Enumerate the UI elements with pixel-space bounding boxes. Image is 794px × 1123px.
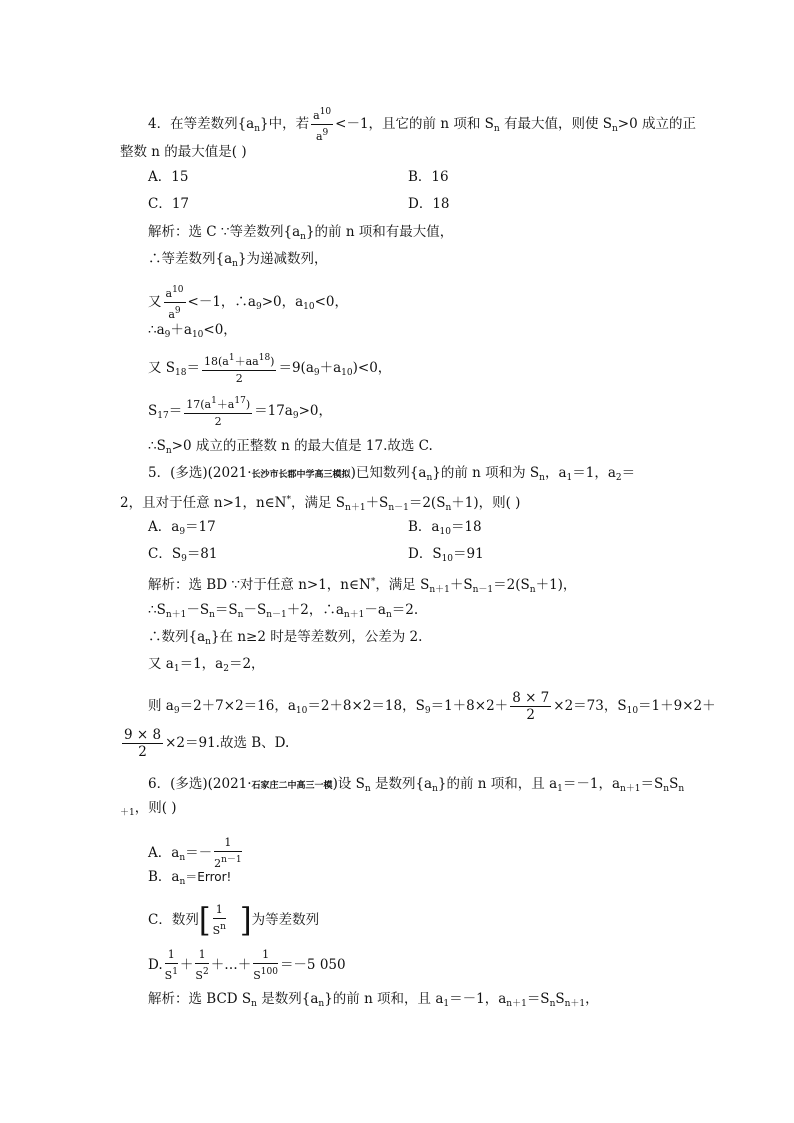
q4-solution-line3 [148, 282, 348, 323]
q6-sol-text: 是数列{a [256, 991, 319, 1007]
q5-sup: * [286, 495, 291, 505]
q6-text: S [669, 776, 679, 792]
q5-text: }的前 n 项和为 S [432, 465, 540, 481]
q5-sol-text: ＝2＋7×2＝16，a [179, 698, 296, 714]
q4-text: }中，若 [260, 116, 310, 132]
q4-frac-den: a [315, 130, 323, 143]
q4-sub: 10 [191, 330, 204, 340]
q4-frac-num-sup: 10 [172, 285, 184, 295]
q5-sub: n－1 [388, 503, 409, 513]
q5-opt-text: ＝18 [450, 519, 482, 535]
q5-stem-line1 [148, 464, 635, 487]
q5-text: 5．(多选)(2021· [148, 465, 252, 481]
q4-sub: n [232, 259, 238, 269]
q4-option-c: C．17 [148, 196, 190, 212]
q6-source: 石家庄二中高三一模 [251, 781, 333, 791]
q4-option-d: D．18 [408, 196, 450, 212]
q5-source: 长沙市长郡中学高三模拟 [251, 470, 351, 480]
q6-opt-text: ＋…＋ [210, 957, 252, 973]
right-brace-icon: ] [239, 900, 252, 940]
q6-fraction: $\frac{1}{S^{100}}$ [253, 948, 278, 982]
q4-frac-num: ＋a [216, 398, 235, 411]
q6-text: 是数列{a [370, 776, 433, 792]
q6-option-b [148, 868, 231, 891]
q5-sub: 10 [295, 706, 308, 716]
q5-sub: n [205, 637, 211, 647]
q5-sub: 10 [441, 554, 454, 564]
q4-fraction: $\frac{18(a^1+aa^{18})}{2}$ [202, 350, 276, 387]
q4-sub: n [493, 124, 500, 134]
q4-frac-num: 17(a [186, 398, 212, 411]
q6-sol-text: ， [585, 991, 599, 1007]
q5-sol-text: ＝2. [391, 602, 419, 618]
q4-sub: n [612, 124, 618, 134]
q5-sol-text: ＋S [449, 577, 473, 593]
q5-solution-line4 [148, 655, 265, 678]
q4-frac-den: a [168, 308, 175, 321]
q5-text: ，a [544, 465, 567, 481]
q5-sol-text: ＝2＋8×2＝18，S [307, 698, 425, 714]
q5-opt-text: ＝17 [185, 519, 216, 535]
q4-sol-text: }的前 n 项和有最大值， [305, 224, 454, 240]
q5-text: )已知数列{a [350, 465, 427, 481]
q5-sol-text: 则 a [148, 698, 174, 714]
q5-sub: 9 [173, 706, 180, 716]
q5-sub: 2 [223, 664, 229, 674]
q5-sol-text: 又 a [148, 656, 174, 672]
q4-sub: 9 [292, 411, 299, 421]
q6-sub: n [663, 784, 670, 794]
q5-text: ＝ [621, 465, 636, 481]
q4-sub: n [300, 232, 306, 242]
q4-text: >0 成立的正 [617, 116, 696, 132]
q4-sol-text: ＋a [319, 360, 342, 376]
q4-sol-text: ∴a [148, 322, 165, 338]
q6-sub: 1 [443, 999, 450, 1009]
q6-fraction [213, 902, 226, 939]
q4-fraction [311, 104, 333, 145]
q5-stem-line2 [120, 491, 520, 517]
q5-opt-text: A．a [148, 519, 180, 535]
q5-sub: 9 [424, 706, 431, 716]
q5-solution-line3 [148, 628, 422, 651]
q6-sub: n＋1 [506, 999, 527, 1009]
q4-sol-text: ＝17a [254, 403, 293, 419]
q5-text: ＝2(S [408, 495, 446, 511]
q5-sub: n [237, 610, 244, 620]
q4-sol-text: 又 S [148, 360, 176, 376]
q4-sol-text: ∴S [148, 438, 166, 454]
q5-sub: 9 [179, 527, 186, 537]
q6-text: ，则( ) [134, 800, 177, 816]
q5-option-a [148, 518, 216, 541]
q6-sub: n [364, 784, 371, 794]
q5-sol-text: ＝2(S [493, 577, 530, 593]
q5-sol-text: ，满足 S [375, 577, 430, 593]
q5-fraction [510, 690, 551, 723]
q4-sol-text: )<0， [352, 360, 392, 376]
q4-solution-line1 [148, 223, 453, 246]
q5-text: ＋S [365, 495, 389, 511]
q6-opt-text: C．数列 [148, 912, 199, 928]
q6-sol-text: }的前 n 项和，且 a [324, 991, 444, 1007]
q5-text: ＋1)，则( ) [451, 495, 521, 511]
q4-sol-text: }为递减数列， [237, 251, 328, 267]
q6-option-c [148, 902, 319, 939]
q4-frac-num: a [313, 109, 320, 122]
q4-fraction [164, 282, 186, 323]
q4-option-a: A．15 [148, 169, 189, 185]
q4-frac-num: 18(a [204, 355, 229, 368]
q6-sol-text: ＝－1，a [449, 991, 507, 1007]
q5-sub: n＋1 [429, 585, 450, 595]
q6-opt-text: ＝－5 050 [279, 957, 346, 973]
q5-sub: n [209, 610, 215, 620]
q6-sol-text: ＝S [526, 991, 550, 1007]
q4-text: 有最大值，则使 S [499, 116, 612, 132]
q5-sol-text: 解析：选 BD ∵对于任意 n>1，n∈N [148, 577, 371, 593]
q4-option-b: B．16 [408, 169, 449, 185]
q4-sol-text: 又 [148, 294, 162, 310]
q4-sub: 18 [175, 368, 187, 378]
q5-frac-den: 2 [138, 744, 147, 760]
q6-frac-den-sup: n－1 [221, 855, 242, 865]
q5-sub: n－1 [266, 610, 287, 620]
q6-opt-text: ＝Error! [185, 870, 232, 884]
q5-opt-text: C．S [148, 546, 182, 562]
q4-sol-text: 解析：选 C ∵等差数列{a [148, 224, 301, 240]
q5-sol-text: ＝1＋8×2＋ [430, 698, 509, 714]
q4-solution-line6: $S_{17}=$ $\frac{17(a^1+a^{17})}{2}$ $=17a_9>0$， [148, 393, 332, 430]
q4-sub: 10 [303, 302, 315, 312]
q4-sol-text: ＋a [170, 322, 192, 338]
q5-sol-text: }在 n≥2 时是等差数列，公差为 2. [210, 629, 423, 645]
q5-frac-num: 8 × 7 [512, 690, 550, 706]
q5-sup: * [370, 577, 376, 587]
q5-sol-text: ＝S [214, 602, 238, 618]
q5-sol-text: ＝1＋9×2＋ [638, 698, 716, 714]
q6-stem-line1 [148, 775, 684, 798]
q6-sub: n [318, 999, 325, 1009]
q4-sol-text: >0 成立的正整数 n 的最大值是 17.故选 C. [171, 438, 433, 454]
q5-sub: n [426, 473, 433, 483]
left-brace-icon: [ [198, 900, 211, 940]
q6-option-d: D. $\frac{1}{S^1}$ ＋ $\frac{1}{S^2}$ ＋…＋ $\frac{1}{S^{100}}$ ＝－5 050 [148, 948, 346, 982]
q5-frac-den: 2 [526, 707, 536, 723]
q6-sub: n＋1 [620, 784, 641, 794]
q4-frac-den: 2 [235, 372, 243, 385]
q6-sol-text: 解析：选 BCD S [148, 991, 252, 1007]
q6-opt-text: D. [148, 957, 163, 973]
q6-option-a [148, 835, 244, 872]
q5-sub: n＋1 [165, 610, 187, 620]
q5-sol-text: －S [243, 602, 267, 618]
q6-sub: 1 [557, 784, 563, 794]
q4-frac-den-sup: 9 [174, 306, 181, 316]
q4-frac-num: ＋a [234, 355, 253, 368]
q6-frac-den: S [212, 924, 221, 937]
q4-text: <－1，且它的前 n 项和 S [335, 116, 494, 132]
q4-frac-num-sup: 1 [228, 353, 235, 363]
q6-text: )设 S [332, 776, 365, 792]
q4-text: 4．在等差数列{a [148, 116, 255, 132]
q4-stem-line2: 整数 n 的最大值是( ) [120, 144, 247, 160]
q5-sol-text: ×2＝73，S [553, 698, 627, 714]
q5-text: ＝1，a [572, 465, 616, 481]
q4-solution-line2 [148, 250, 328, 273]
q5-opt-text: ＝91 [453, 546, 484, 562]
q5-solution-line5 [148, 690, 716, 723]
q5-solution-line1 [148, 573, 576, 599]
q4-frac-num: a [252, 355, 259, 368]
q5-sub: n－1 [472, 585, 494, 595]
q6-frac-den: 2 [214, 857, 222, 870]
q4-sub: n [254, 124, 261, 134]
q6-sub: n [678, 784, 685, 794]
q6-opt-text: B．a [148, 869, 180, 885]
q4-sol-text: ＝9(a [278, 360, 314, 376]
q5-option-b [408, 518, 482, 541]
q4-sol-text: <0， [314, 294, 349, 310]
q6-fraction: $\frac{1}{S^1}$ [164, 948, 178, 982]
q6-text: ＝－1，a [562, 776, 620, 792]
q5-opt-text: D．S [408, 546, 442, 562]
q4-sub: n [165, 446, 172, 456]
q5-sub: 10 [439, 527, 451, 537]
q6-fraction: $\frac{1}{S^2}$ [195, 948, 209, 982]
q5-sub: 1 [566, 473, 573, 483]
q6-text: ＝S [640, 776, 664, 792]
q5-sol-text: ∴数列{a [148, 629, 206, 645]
q5-sub: 10 [626, 706, 639, 716]
q4-sol-text: ∴等差数列{a [148, 251, 233, 267]
q5-sol-text: －S [186, 602, 210, 618]
q6-stem-line2 [120, 799, 177, 822]
q4-sol-text: >0，a [261, 294, 304, 310]
q4-sub: 9 [313, 368, 320, 378]
q5-sub: n [445, 503, 452, 513]
q5-solution-line2 [148, 601, 418, 624]
q5-option-c [148, 545, 218, 568]
q5-sub: n＋1 [343, 610, 365, 620]
q6-text: }的前 n 项和，且 a [437, 776, 558, 792]
q6-frac-num: 1 [214, 835, 242, 852]
q5-text: ，满足 S [290, 495, 346, 511]
q4-sol-text: <－1，∴a [187, 294, 256, 310]
q6-sub: n [179, 877, 186, 887]
q5-fraction [122, 727, 163, 760]
q4-sub: 9 [255, 302, 262, 312]
q4-solution-line5: 又 $S_{18}=$ $\frac{18(a^1+aa^{18})}{2}$ $=9(a_9+a_{10})<0$， [148, 350, 391, 387]
q5-opt-text: B．a [408, 519, 440, 535]
q6-solution-line1 [148, 990, 599, 1013]
q5-opt-text: ＝81 [186, 546, 218, 562]
q5-frac-num: 9 × 8 [124, 727, 162, 743]
q6-opt-text: ＝－ [185, 845, 213, 861]
q4-frac-num-sup: 10 [319, 107, 332, 117]
q5-sol-text: ＝1，a [179, 656, 224, 672]
q4-frac-num-sup: 17 [234, 396, 246, 406]
q5-sub: 2 [615, 473, 622, 483]
q4-frac-num-sup: 18 [258, 353, 271, 363]
q5-sol-text: ＋2，∴a [286, 602, 344, 618]
q4-sol-text: >0， [298, 403, 332, 419]
q6-text: 6．(多选)(2021· [148, 776, 252, 792]
q5-sol-text: ＋1)， [535, 577, 577, 593]
q6-frac-num: 1 [213, 902, 226, 919]
q4-frac-den: 2 [214, 415, 222, 428]
q5-sol-text: ＝2， [228, 656, 265, 672]
q5-solution-line6 [120, 727, 289, 760]
q5-sub: n [529, 585, 536, 595]
q5-sol-text: ∴S [148, 602, 166, 618]
q5-sub: 9 [181, 554, 187, 564]
q4-sub: 9 [164, 330, 171, 340]
q4-fraction: $\frac{17(a^1+a^{17})}{2}$ [184, 393, 252, 430]
q4-sub: 10 [341, 368, 353, 378]
q4-solution-line4 [148, 321, 237, 344]
q6-sub: n [179, 853, 186, 863]
q6-opt-text: 为等差数列 [251, 912, 320, 928]
q4-sol-text: S [148, 403, 158, 419]
q5-text: 2，且对于任意 n>1，n∈N [120, 495, 287, 511]
q6-sol-text: S [555, 991, 565, 1007]
q4-sol-text: <0， [203, 322, 237, 338]
q4-frac-num: a [165, 287, 173, 300]
q4-sub: 17 [157, 411, 169, 421]
q4-frac-den-sup: 9 [322, 128, 329, 138]
q5-sub: n＋1 [345, 503, 366, 513]
q6-sub: ＋1 [120, 808, 135, 818]
q6-fraction [214, 835, 242, 872]
q5-sub: n [539, 473, 545, 483]
q4-frac-num-sup: 1 [211, 396, 217, 406]
q4-solution-line7 [148, 437, 433, 460]
q6-sub: n [251, 999, 257, 1009]
q5-sub: n [385, 610, 392, 620]
q6-sub: n [549, 999, 556, 1009]
q5-sol-text: －a [364, 602, 386, 618]
q6-frac-den-sup: n [220, 922, 226, 932]
q5-sub: 1 [173, 664, 180, 674]
q5-sol-text: ×2＝91.故选 B、D. [165, 735, 290, 751]
q6-sub: n [432, 784, 438, 794]
q5-option-d [408, 545, 484, 568]
q4-stem-line1 [148, 104, 696, 145]
q6-sub: n＋1 [564, 999, 586, 1009]
q6-opt-text: A．a [148, 845, 180, 861]
